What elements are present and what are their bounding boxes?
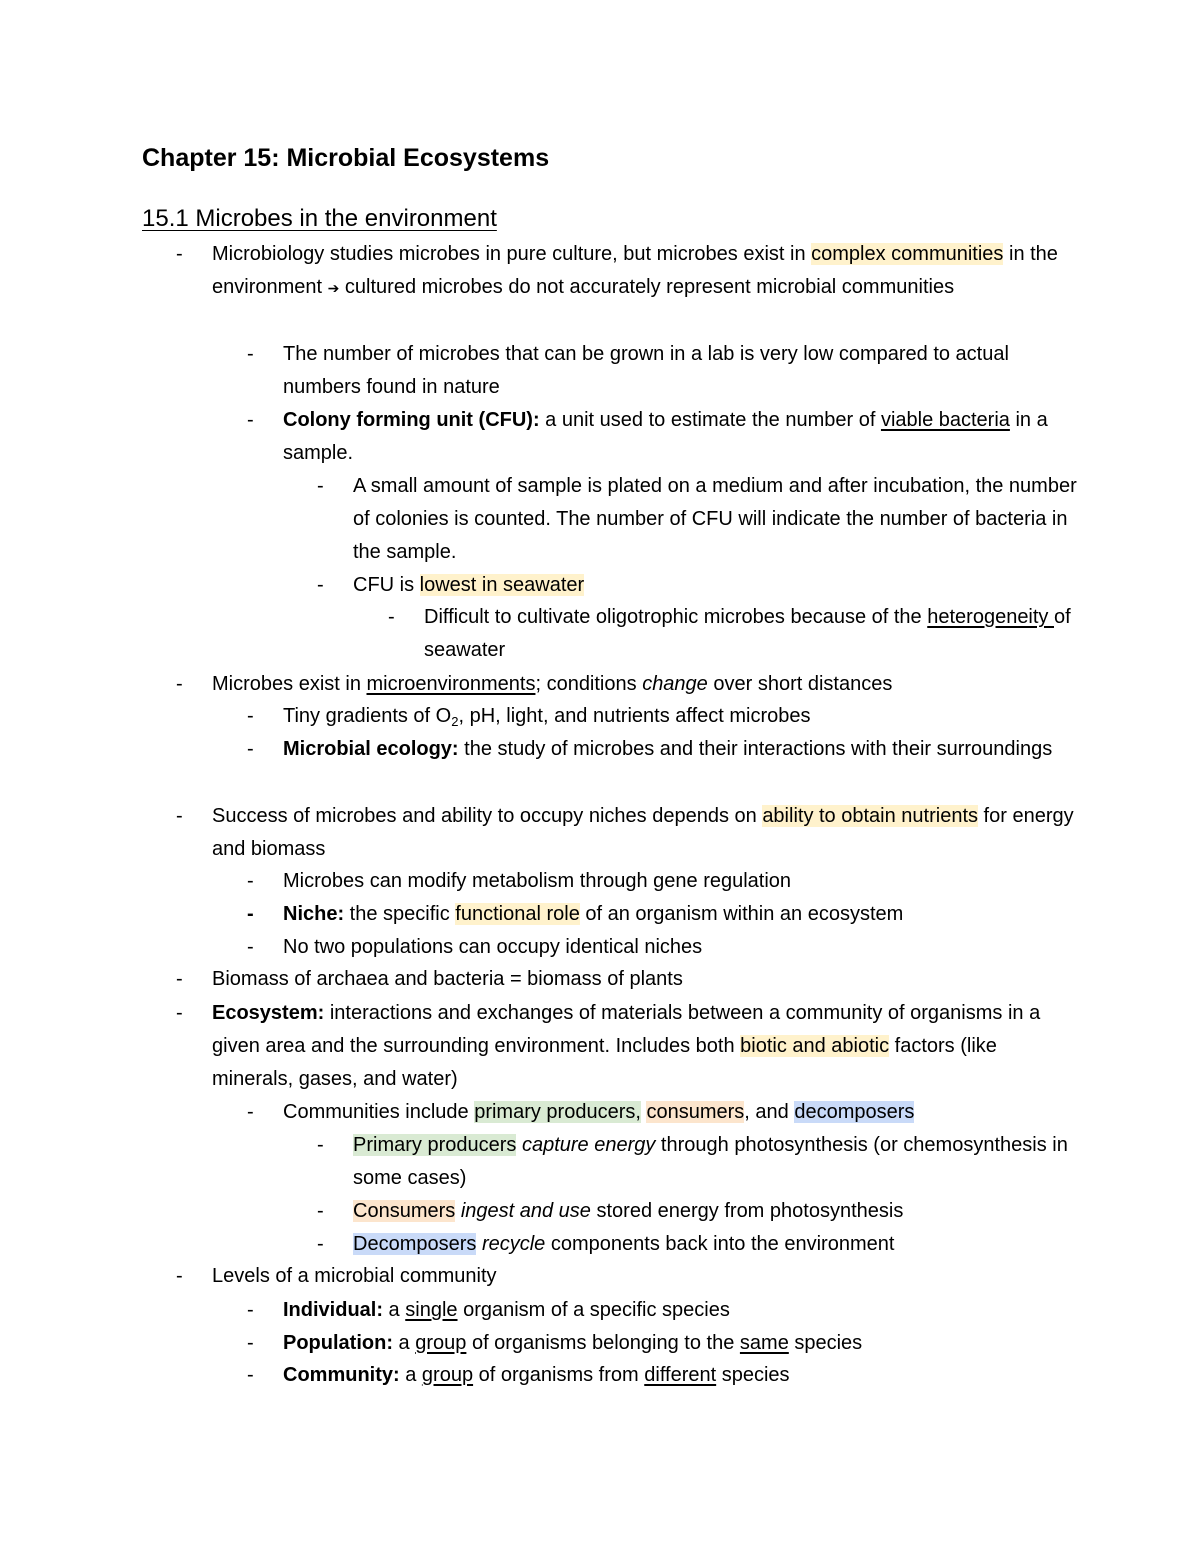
arrow-icon: ➔ — [327, 280, 340, 297]
term: Ecosystem: — [212, 1002, 325, 1024]
bullet-dash: - — [247, 409, 254, 431]
bullet-dash: - — [247, 1101, 254, 1123]
list-item — [176, 997, 1080, 1096]
bullet-dash: - — [176, 673, 183, 695]
highlight-green: primary producers, — [474, 1101, 641, 1123]
list-item-text: Colony forming unit (CFU): a unit used to estimate the number of viable bacteria in a sample. — [283, 409, 1048, 465]
underlined-text: heterogeneity — [927, 606, 1054, 628]
underlined-text: microenvironments — [366, 673, 536, 695]
bullet-dash: - — [176, 1002, 183, 1024]
term: Microbial ecology: — [283, 738, 459, 760]
list-item — [317, 1129, 1080, 1195]
highlight: functional role — [455, 903, 580, 925]
list-item-text: Individual: a single organism of a specific species — [283, 1299, 730, 1321]
list-item-text: Niche: the specific functional role of an organism within an ecosystem — [283, 903, 904, 925]
underlined-text: viable bacteria — [880, 409, 1010, 431]
list-item-text: CFU is lowest in seawater — [353, 574, 585, 596]
bullet-dash: - — [388, 606, 395, 628]
list-item — [317, 569, 1080, 602]
list-item — [247, 404, 1080, 470]
underlined-text: different — [644, 1364, 717, 1386]
highlight: lowest in seawater — [419, 574, 585, 596]
underlined-text: single — [405, 1299, 458, 1321]
list-item-text: No two populations can occupy identical niches — [283, 936, 703, 958]
chapter-title: Chapter 15: Microbial Ecosystems — [142, 144, 550, 172]
highlight-blue: decomposers — [794, 1101, 915, 1123]
bullet-dash: - — [247, 343, 254, 365]
list-item — [247, 733, 1080, 766]
bullet-dash: - — [247, 870, 254, 892]
highlight: complex communities — [811, 243, 1004, 265]
list-item-text: The number of microbes that can be grown in a lab is very low compared to actual numbers found in nature — [283, 343, 1009, 399]
highlight-blue: Decomposers — [353, 1233, 477, 1255]
list-item — [247, 1327, 1080, 1360]
highlight-green: Primary producers — [353, 1134, 517, 1156]
term: Community: — [283, 1364, 400, 1386]
list-item — [176, 800, 1080, 866]
bullet-dash: - — [317, 574, 324, 596]
bullet-dash: - — [317, 475, 324, 497]
term: Niche: — [283, 903, 345, 925]
bullet-dash: - — [317, 1200, 324, 1222]
list-item — [247, 700, 1080, 733]
underlined-text: group — [421, 1364, 474, 1386]
highlight: ability to obtain nutrients — [762, 805, 978, 827]
italic-text: change — [642, 673, 708, 695]
list-item — [247, 338, 1080, 404]
list-item — [247, 1294, 1080, 1327]
list-item — [317, 1195, 1080, 1228]
bullet-dash: - — [247, 738, 254, 760]
list-item — [317, 1228, 1080, 1261]
list-item-text: A small amount of sample is plated on a medium and after incubation, the number of colonies is counted. The number of CFU will indicate the number of bacteria in the sample. — [353, 475, 1077, 564]
bullet-dash: - — [176, 968, 183, 990]
bullet-dash: - — [247, 1364, 254, 1386]
list-item-text: Ecosystem: interactions and exchanges of materials between a community of organisms in a given area and the surrounding environment. Includes both biotic and abiotic factors (like minerals, gases, and water) — [212, 1002, 1041, 1091]
underlined-text: same — [739, 1332, 789, 1354]
list-item — [247, 865, 1080, 898]
term: Population: — [283, 1332, 393, 1354]
list-item — [176, 963, 1080, 996]
list-item — [317, 470, 1080, 569]
list-item — [176, 1260, 1080, 1293]
list-item-text: Microbial ecology: the study of microbes and their interactions with their surroundings — [283, 738, 1053, 760]
list-item — [247, 898, 1080, 931]
highlight-orange: consumers — [646, 1101, 745, 1123]
underlined-text: group — [415, 1332, 467, 1354]
bullet-dash: - — [176, 1265, 183, 1287]
bullet-dash: - — [247, 936, 254, 958]
bullet-dash: - — [247, 903, 254, 925]
highlight: biotic and abiotic — [740, 1035, 890, 1058]
bullet-dash: - — [247, 1332, 254, 1354]
list-item — [247, 1096, 1080, 1129]
list-item-text: Community: a group of organisms from different species — [283, 1364, 790, 1386]
list-item — [247, 931, 1080, 964]
bullet-dash: - — [176, 805, 183, 827]
list-item — [176, 668, 1080, 701]
term: Individual: — [283, 1299, 383, 1321]
highlight-orange: Consumers — [353, 1200, 456, 1222]
term: Colony forming unit (CFU): — [283, 409, 540, 431]
list-item — [176, 238, 1080, 305]
list-item-text: Tiny gradients of $O_2$, pH, light, and nutrients affect microbes — [283, 705, 811, 729]
list-item-text: Microbes exist in microenvironments; conditions change over short distances — [212, 673, 893, 695]
italic-text: capture energy — [521, 1134, 656, 1156]
list-item-text: Difficult to cultivate oligotrophic microbes because of the heterogeneity of seawater — [424, 606, 1071, 662]
list-item-text: Levels of a microbial community — [212, 1265, 497, 1287]
bullet-dash: - — [176, 243, 183, 265]
list-item-text: Communities include primary producers, consumers, and decomposers — [283, 1101, 915, 1123]
list-item-text: Success of microbes and ability to occupy niches depends on ability to obtain nutrients for energy and biomass — [212, 805, 1074, 861]
list-item — [247, 1359, 1080, 1392]
list-item-text: Decomposers recycle components back into the environment — [353, 1233, 895, 1255]
list-item-text: Microbes can modify metabolism through gene regulation — [283, 870, 792, 892]
list-item-text: Biomass of archaea and bacteria = biomass of plants — [212, 968, 683, 990]
subscript: 2 — [451, 714, 459, 729]
list-item-text: Population: a group of organisms belonging to the same species — [283, 1332, 863, 1354]
list-item-text: Consumers ingest and use stored energy from photosynthesis — [353, 1200, 904, 1222]
list-item-text: Primary producers capture energy through photosynthesis (or chemosynthesis in some cases) — [353, 1134, 1068, 1190]
bullet-dash: - — [317, 1233, 324, 1255]
bullet-dash: - — [247, 705, 254, 727]
list-item — [388, 601, 1080, 667]
section-heading: 15.1 Microbes in the environment — [142, 205, 497, 232]
bullet-dash: - — [247, 1299, 254, 1321]
list-item-text: Microbiology studies microbes in pure culture, but microbes exist in complex communities in the environment ➔ cultured microbes do not accurately represent microbial communities — [212, 243, 1058, 299]
bullet-dash: - — [317, 1134, 324, 1156]
italic-text: recycle — [481, 1233, 546, 1255]
italic-text: ingest and use — [460, 1200, 591, 1222]
